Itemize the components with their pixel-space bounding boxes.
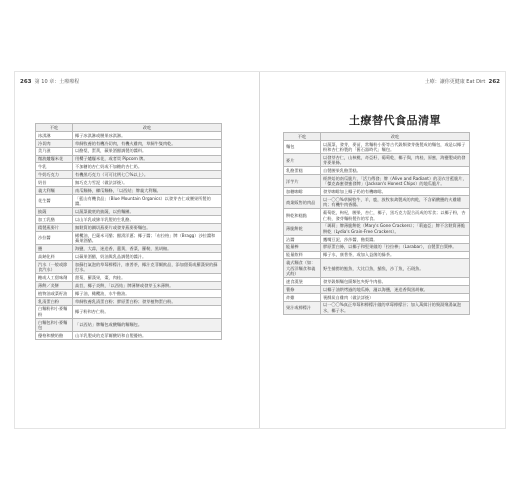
food-to-avoid-cell: 高鈉化料 (36, 252, 73, 260)
food-to-avoid-cell: 鹽 (36, 245, 73, 253)
table-row (284, 196, 470, 209)
column-header-replace: 改吃 (321, 133, 470, 141)
left-chapter-title: 第 10 章：土療療程 (34, 79, 80, 85)
food-to-avoid-cell: 洋芋片 (284, 175, 321, 188)
food-to-avoid-cell: 薄餅／炎餅 (36, 281, 73, 289)
food-to-avoid-cell: 花生醬 (36, 195, 73, 208)
table-row (284, 259, 470, 277)
left-page-header (20, 78, 79, 85)
food-to-avoid-cell: 沙拉醬 (36, 231, 73, 244)
food-to-avoid-cell: 沾醬 (284, 235, 321, 243)
table-row (284, 140, 470, 153)
replacement-cell: 山羊乳製成的克菲爾酸奶和自製優格。 (73, 331, 222, 339)
table-header-row (36, 124, 222, 132)
column-header-avoid: 不吃 (36, 124, 73, 132)
replacement-cell: 以酪梨，蛋黃，蘋果酒醋調製的醬料。 (73, 147, 222, 155)
table-row (36, 155, 222, 163)
food-to-avoid-cell: 優格和酸奶酪 (36, 331, 73, 339)
replacement-cell: 以山羊乳或綿羊乳製的生乳酪。 (73, 216, 222, 224)
replacement-cell: 海鹽，大蒜，迷迭香，薑黃，香菜，羅勒，黑胡椒。 (73, 245, 222, 253)
table-row (36, 208, 222, 216)
food-to-avoid-cell: 奶昔 (36, 179, 73, 187)
table-row (284, 222, 470, 235)
table-header-row (284, 133, 470, 141)
table-row (36, 289, 222, 297)
food-to-avoid-cell: 加糖咖啡 (284, 188, 321, 196)
table-row (284, 154, 470, 167)
page-gutter (259, 72, 260, 428)
food-to-avoid-cell: 薯條 (284, 285, 321, 293)
replacement-cell: 以蔬菜做底的披薩，以煎麵團。 (73, 208, 222, 216)
replacement-cell: 以蘋果酒醋，奶油與乳品調製的醬汁。 (73, 252, 222, 260)
table-row (36, 274, 222, 282)
replacement-cell: 南瓜麵條，櫛瓜麵條，「以西結」牌義大利麵。 (73, 187, 222, 195)
replacement-cell: 用櫻子爐爆米花，或者買 Pipcorn 牌。 (73, 155, 222, 163)
replacement-cell: 草飼牧養乳清蛋白粉；膠原蛋白粉；發芽植物蛋白粉。 (73, 297, 222, 305)
replacement-cell: 草飼牧養的有機冷切肉，有機火雞肉，草飼牛隻肉乾。 (73, 139, 222, 147)
replacement-cell: 椰子水，康普茶，或加入益菌的綠茶。 (321, 251, 470, 259)
table-row (36, 223, 222, 231)
food-to-avoid-cell: 果汁或檸檬汁 (284, 301, 321, 314)
replacement-cell: 無麩質的鋼切燕麥片或發芽燕麥麥麵包。 (73, 223, 222, 231)
food-to-avoid-cell: 能量飲料 (284, 251, 321, 259)
replacement-cell: 葡萄乾，枸杞，腰果，杏仁，椰子，黑巧克力混合而成的零食；以椰子粉，杏仁粉，發芽麵粉製作的零食。 (321, 209, 470, 222)
replacement-cell: 經烘焙的南瓜脆片，「活力傳發」牌（Alive and Radiant）的羽衣甘藍脆片，「傑克森蜜發蜜發牌」（Jackson's Honest Chips）的地瓜脆片。 (321, 175, 470, 188)
table-row (284, 243, 470, 251)
food-to-avoid-cell: 速食漢堡 (284, 277, 321, 285)
table-row (36, 281, 222, 289)
food-to-avoid-cell: 乳清蛋白粉 (36, 297, 73, 305)
food-to-avoid-cell: 微波爐爆米花 (36, 155, 73, 163)
replacement-cell: 「以西結」牌麵包或酸麵的麵麵包。 (73, 318, 222, 331)
table-row (36, 187, 222, 195)
food-to-avoid-cell: 炸雞 (284, 293, 321, 301)
table-row (36, 195, 222, 208)
food-to-avoid-cell: 糖或人工甜味劑 (36, 274, 73, 282)
table-row (284, 188, 470, 196)
table-row (36, 179, 222, 187)
replacement-cell: 「藍山有機食品」（Blue Mountain Organics）以發芽杏仁或腰果所製的醬。 (73, 195, 222, 208)
replacement-cell: 發芽穀類麵包饃類包夾野牛肉排。 (321, 277, 470, 285)
replacement-cell: 以一〇〇%真正草莓和檸檬汁做的草莓檸檬汁；加入萬緝汁的聚湯聚湯氣泡水，椰子水。 (321, 301, 470, 314)
table-row (36, 305, 222, 318)
replacement-cell: 「瑪莉」牌薄脆餅乾（Mary's Gone Crackers）；「莉迪亞」牌不含麩質薄脆餅乾（Lydia's Grain-Free Crackers）。 (321, 222, 470, 235)
table-row (284, 175, 470, 188)
right-chapter-title: 土療：讓你更健康 Eat Dirt (424, 79, 486, 85)
table-row (36, 245, 222, 253)
replacement-cell: 以蔬菜，發芽，麥苗，常麵粉小麥等古代穀類發芽後製成的麵包，或是以椰子粉和杏仁粉製的「舊石器時代」麵包。 (321, 140, 470, 153)
replacement-cell: 椰子油，橄欖油，水牛酪油。 (73, 289, 222, 297)
replacement-cell: 鷹嘴豆泥，莎莎醬，酪梨醬。 (321, 235, 470, 243)
table-row (36, 331, 222, 339)
replacement-cell: 膠原蛋白條，以椰子和堅果做的「拉拉棒」（Larabar），自製蛋白質棒。 (321, 243, 470, 251)
food-to-avoid-cell: 植物油或菜籽油 (36, 289, 73, 297)
table-row (284, 209, 470, 222)
table-row (284, 293, 470, 301)
food-to-avoid-cell: 汽水（一般或節食汽水） (36, 260, 73, 273)
food-to-avoid-cell: 白麵粉和小麥麵粉 (36, 305, 73, 318)
substitution-table-left (35, 123, 222, 340)
food-to-avoid-cell: 冰淇淋 (36, 131, 73, 139)
column-header-replace: 改吃 (73, 124, 222, 132)
food-to-avoid-cell: 白麵包和小麥麵包 (36, 318, 73, 331)
table-row (284, 285, 470, 293)
food-to-avoid-cell: 牛奶巧克力 (36, 171, 73, 179)
table-row (284, 251, 470, 259)
table-row (36, 216, 222, 224)
table-row (36, 252, 222, 260)
table-row (36, 163, 222, 171)
table-row (284, 235, 470, 243)
table-row (284, 167, 470, 175)
table-row (36, 231, 222, 244)
right-page-number: 262 (488, 79, 500, 85)
left-page-number: 263 (20, 79, 32, 85)
food-to-avoid-cell: 披薩 (36, 208, 73, 216)
replacement-cell: 野生捕撈的鮭魚，大比目魚，鯖魚，沙丁魚，石斑魚。 (321, 259, 470, 277)
table-row (36, 260, 222, 273)
replacement-cell: 以發芽杏仁，山核桃，奇亞籽，葡萄乾，椰子與，肉桂，原蜜，海鹽製成的發芽麥果條。 (321, 154, 470, 167)
table-row (36, 131, 222, 139)
food-to-avoid-cell: 義大利麵 (36, 187, 73, 195)
replacement-cell: 加蘇打氣泡的草莓檸檬汁，康普茶，椰汁克菲爾飲品，添加甜菊或羅漢果的蘇打水。 (73, 260, 222, 273)
replacement-cell: 椰子粉和杏仁粉。 (73, 305, 222, 318)
replacement-cell: 以椰子油烘烤過的地瓜條，灑以海鹽，迷迭香與黑胡椒。 (321, 285, 470, 293)
food-to-avoid-cell: 冷切肉 (36, 139, 73, 147)
food-to-avoid-cell: 義式麵食（如：大西洋麵食和義式餃） (284, 259, 321, 277)
replacement-cell: 椰子冰淇淋或腰果冰淇淋。 (73, 131, 222, 139)
replacement-cell: 有機黑巧克力（可可比例七〇%以上）。 (73, 171, 222, 179)
table-row (36, 318, 222, 331)
right-page-header (425, 78, 500, 85)
replacement-cell: 不加糖的杏仁奶或不加糖的杏仁奶。 (73, 163, 222, 171)
replacement-cell: 橄欖油，巴薩米可醋；醋漬洋蔥；椰子醬；「布拉格」牌（Bragg）沙拉醬和蘋果酒醋。 (73, 231, 222, 244)
substitution-table-right (283, 132, 470, 315)
replacement-cell: 裹酥炭自雞肉（做法詳後） (321, 293, 470, 301)
food-to-avoid-cell: 麥片 (284, 154, 321, 167)
replacement-cell: 甜菊，羅漢果，棗，肉桂。 (73, 274, 222, 282)
column-header-avoid: 不吃 (284, 133, 321, 141)
replacement-cell: 高苣，椰子炎餅，「以西結」牌薄餅或發芽玉米薄餅。 (73, 281, 222, 289)
table-row (36, 147, 222, 155)
food-to-avoid-cell: 美乃滋 (36, 147, 73, 155)
replacement-cell: 以一〇〇%草飼牧牛，羊，鹿，放牧家禽製成的肉乾，不含硝酸鹽的火雞燻肉；有機牛肉香腸。 (321, 196, 470, 209)
food-to-avoid-cell: 精製燕麥片 (36, 223, 73, 231)
table-row (284, 301, 470, 314)
table-row (36, 171, 222, 179)
food-to-avoid-cell: 餅乾和糕點 (284, 209, 321, 222)
replacement-cell: 發芽咖啡加上椰子奶的有機咖啡。 (321, 188, 470, 196)
food-to-avoid-cell: 能量棒 (284, 243, 321, 251)
food-to-avoid-cell: 商業販售的肉品 (284, 196, 321, 209)
replacement-cell: 無巧克力雪泥（做法詳後）。 (73, 179, 222, 187)
food-to-avoid-cell: 薄脆餅乾 (284, 222, 321, 235)
food-to-avoid-cell: 麵包 (284, 140, 321, 153)
food-to-avoid-cell: 牛乳 (36, 163, 73, 171)
table-row (284, 277, 470, 285)
table-row (36, 139, 222, 147)
replacement-cell: 自製腰果乳酪蛋糕。 (321, 167, 470, 175)
food-to-avoid-cell: 加工乳酪 (36, 216, 73, 224)
food-to-avoid-cell: 乳酪蛋糕 (284, 167, 321, 175)
page-title: 土療替代食品清單 (349, 114, 441, 127)
table-row (36, 297, 222, 305)
